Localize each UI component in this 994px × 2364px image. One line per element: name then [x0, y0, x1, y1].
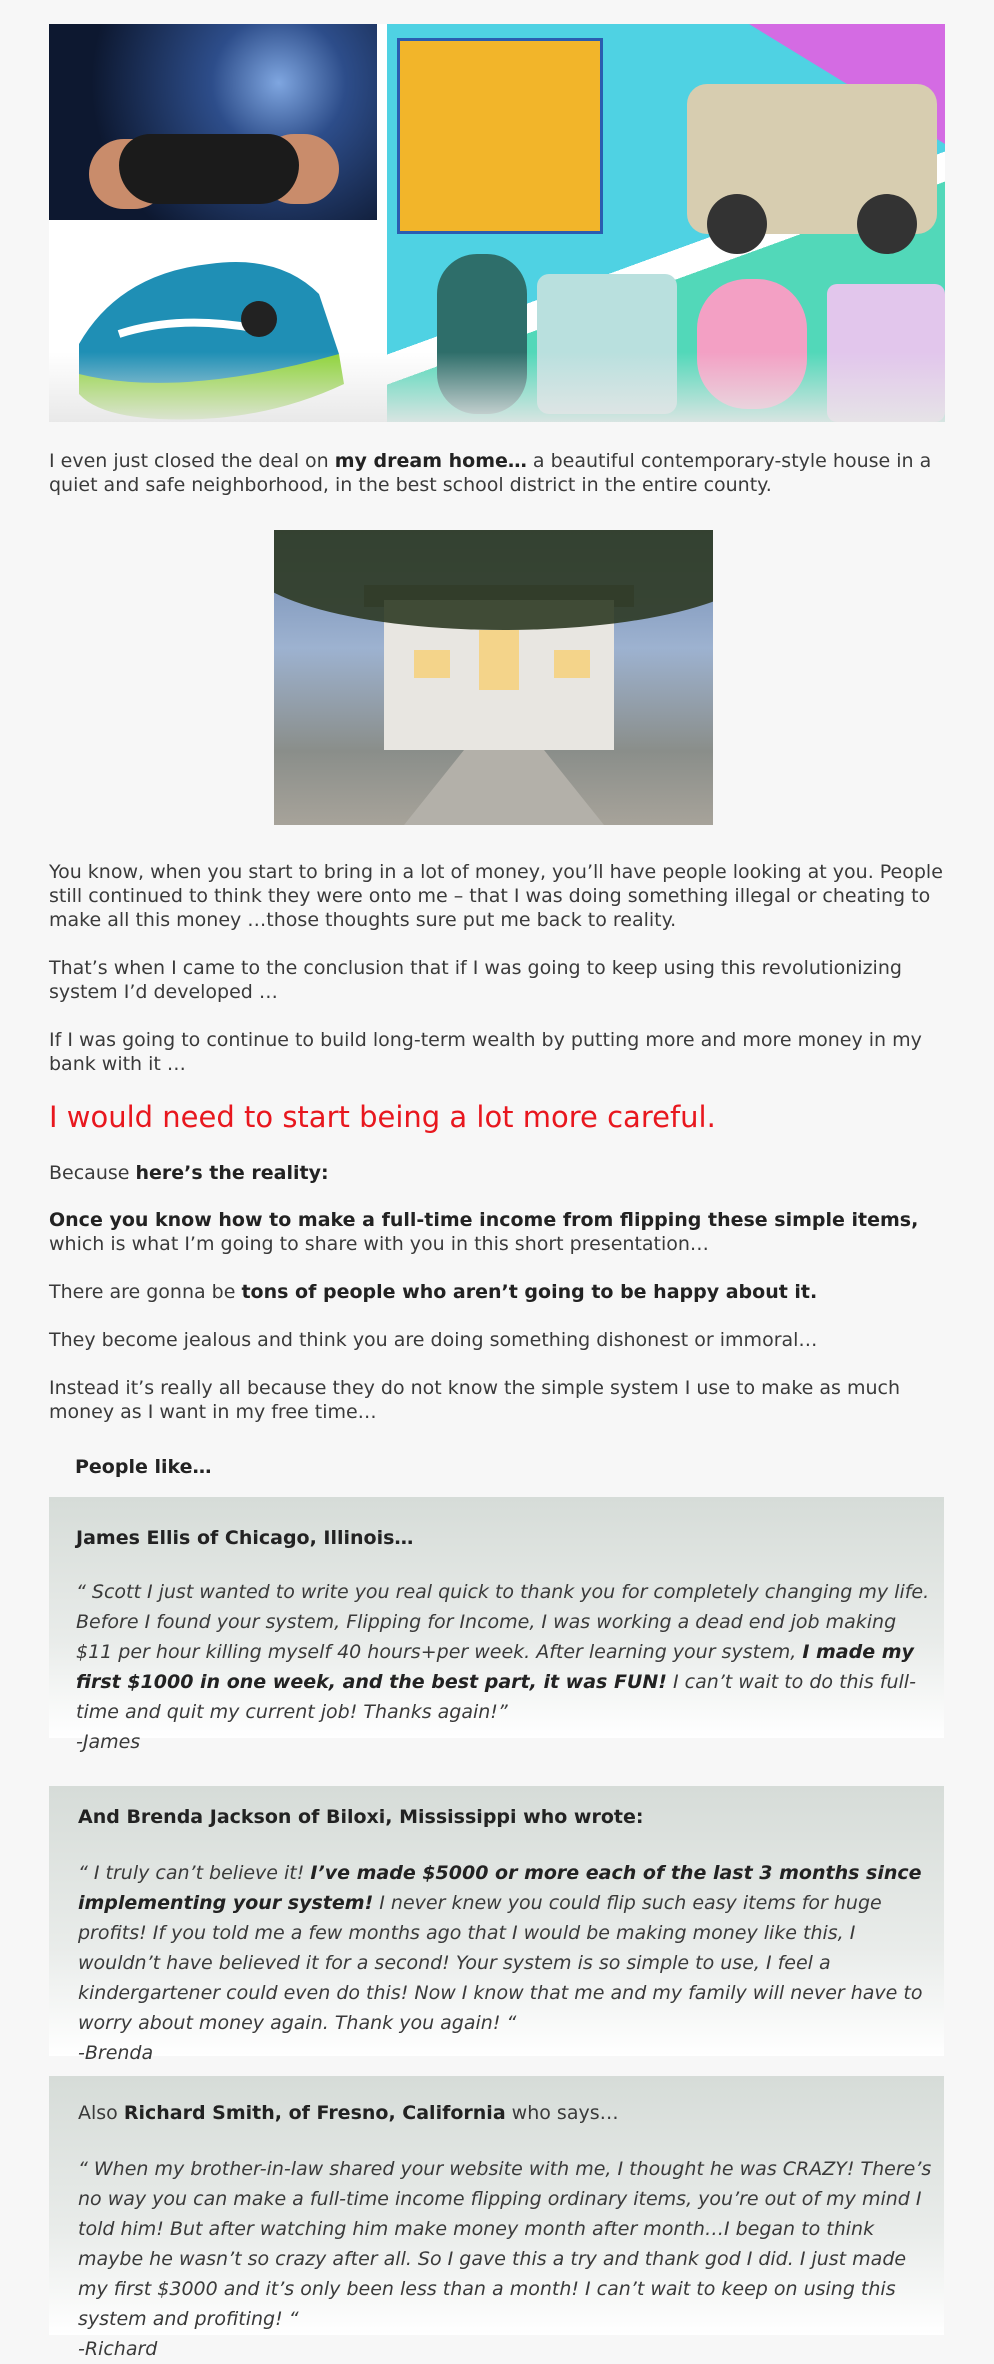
- intro-bold: my dream home…: [334, 450, 527, 472]
- testimonial-james: [49, 1497, 944, 1753]
- testimonial-heading: James Ellis of Chicago, Illinois…: [76, 1527, 414, 1549]
- quote-signature: -Brenda: [78, 2042, 154, 2064]
- heading-post: who says…: [505, 2102, 619, 2124]
- because-bold: here’s the reality:: [135, 1162, 329, 1184]
- testimonial-quote: [76, 1577, 931, 1757]
- paragraph-gonna-be: [49, 1280, 944, 1304]
- quote-bold: I made my first $1000 in one week, and the best part, it was FUN!: [76, 1641, 914, 1693]
- gonna-text: There are gonna be: [49, 1281, 242, 1303]
- paragraph-because: [49, 1161, 944, 1185]
- paragraph-jealous: They become jealous and think you are doing something dishonest or immoral…: [49, 1329, 818, 1351]
- people-like-label: People like…: [75, 1456, 212, 1478]
- because-text: Because: [49, 1162, 136, 1184]
- quote-signature: -James: [76, 1731, 141, 1753]
- quote-text: “ When my brother-in-law shared your website with me, I thought he was CRAZY! There’s no way you can make a full-time income flipping ordinary items, you’re out of my mind I told him! But after watching him make money month after month…I began to think maybe he wasn’t so crazy after all. So I gave this a try and thank god I did. I just made my first $3000 and it’s only been less than a month! I can’t wait to keep on using this system and profiting! “: [78, 2158, 932, 2330]
- dream-home-photo: [274, 530, 713, 825]
- intro-text-1: I even just closed the deal on: [49, 450, 335, 472]
- quote-text-1: “ I truly can’t believe it!: [78, 1862, 311, 1884]
- once-bold: Once you know how to make a full-time income from flipping these simple items,: [49, 1209, 919, 1231]
- intro-paragraph: [49, 449, 944, 497]
- paragraph-conclusion: That’s when I came to the conclusion that if I was going to keep using this revolutionizing system I’d developed …: [49, 957, 902, 1003]
- quote-bold: I’ve made $5000 or more each of the last 3 months since implementing your system!: [78, 1862, 922, 1914]
- testimonial-quote: [78, 1858, 933, 2068]
- testimonial-quote: [78, 2154, 933, 2364]
- testimonial-heading: And Brenda Jackson of Biloxi, Mississippi who wrote:: [78, 1806, 644, 1828]
- heading-bold: Richard Smith, of Fresno, California: [123, 2102, 506, 2124]
- paragraph-money-attention: You know, when you start to bring in a lot of money, you’ll have people looking at you. People still continued to think they were onto me – that I was doing something illegal or cheating to make all this money …those thoughts sure put me back to reality.: [49, 861, 943, 931]
- quote-text-2: I never knew you could flip such easy items for huge profits! If you told me a few months ago that I would be making money like this, I wouldn’t have believed it for a second! Your system is so simple to use, I feel a kindergartener could even do this! Now I know that me and my family will never have to worry about money again. Thank you again! “: [78, 1892, 923, 2034]
- quote-signature: -Richard: [78, 2338, 158, 2360]
- quote-text-1: “ Scott I just wanted to write you real quick to thank you for completely changing my life. Before I found your system, Flipping for Income, I was working a dead end job making $11 per hour killing myself 40 hours+per week. After learning your system,: [76, 1581, 930, 1663]
- heading-pre: Also: [78, 2102, 124, 2124]
- testimonial-richard: [49, 2076, 944, 2360]
- testimonial-heading: [78, 2102, 619, 2124]
- paragraph-once-you-know: [49, 1208, 944, 1256]
- hero-collage-image: [49, 24, 945, 422]
- quote-text-2: I can’t wait to do this full-time and quit my current job! Thanks again!”: [76, 1671, 916, 1723]
- gonna-bold: tons of people who aren’t going to be happy about it.: [241, 1281, 818, 1303]
- paragraph-instead: Instead it’s really all because they do not know the simple system I use to make as much money as I want in my free time…: [49, 1377, 901, 1423]
- intro-text-2: a beautiful contemporary-style house in a quiet and safe neighborhood, in the best school district in the entire county.: [49, 450, 932, 496]
- video-game-controller-photo: [49, 24, 377, 220]
- testimonial-brenda: [49, 1786, 944, 2064]
- red-heading: I would need to start being a lot more careful.: [49, 1100, 716, 1134]
- once-text: which is what I’m going to share with you in this short presentation…: [49, 1233, 709, 1255]
- paragraph-long-term-wealth: If I was going to continue to build long-term wealth by putting more and more money in my bank with it …: [49, 1029, 922, 1075]
